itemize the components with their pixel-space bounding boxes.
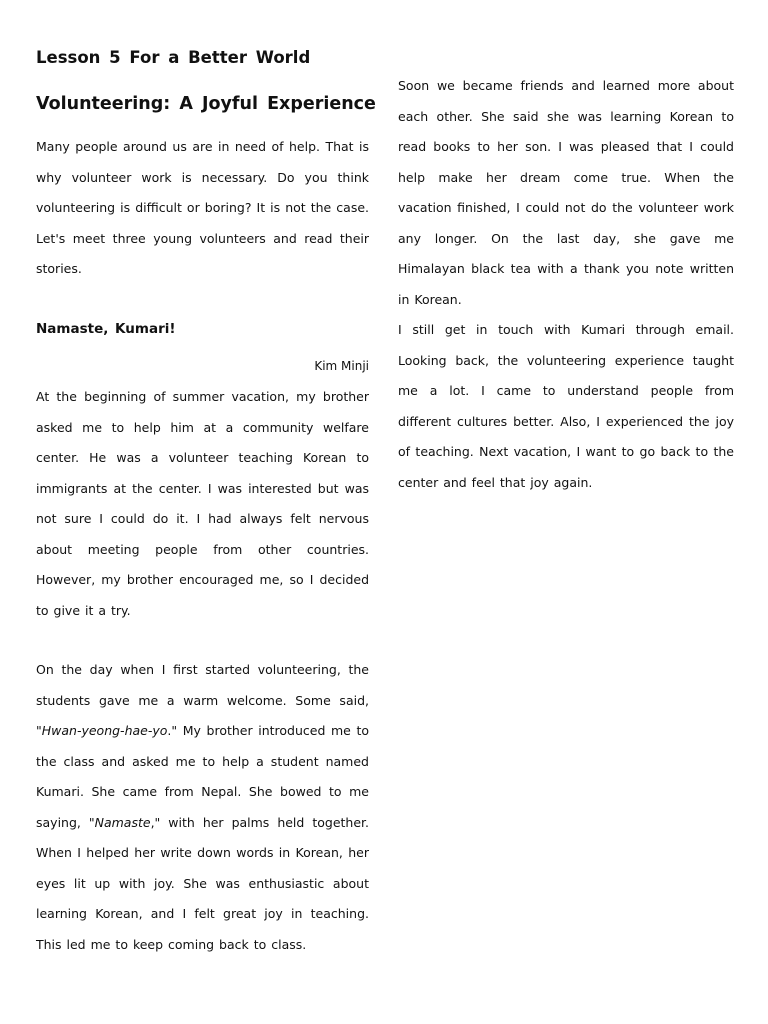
story-paragraph-3: Soon we became friends and learned more about each other. She said she was learning Korean to read books to her son. I was pleased that I could help make her dream come true. When the vacation finished, I could not do the volunteer work any longer. On the last day, she gave me Himalayan black tea with a thank you note written in Korean.: [398, 78, 734, 307]
article-title: Volunteering: A Joyful Experience: [36, 94, 376, 114]
lesson-title: Lesson 5 For a Better World: [36, 48, 311, 67]
story-paragraph-2: [36, 655, 369, 960]
story-paragraph-4: I still get in touch with Kumari through email. Looking back, the volunteering experience taught me a lot. I came to understand people from different cultures better. Also, I experienced the joy of teaching. Next vacation, I want to go back to the center and feel that joy again.: [398, 322, 734, 490]
story-heading: Namaste, Kumari!: [36, 321, 176, 337]
paragraph-2-text-b: ." My brother introduced me to the class and asked me to help a student named Kumari. She came from Nepal. She bowed to me saying, ": [36, 723, 369, 830]
korean-greeting: Hwan-yeong-hae-yo: [41, 723, 168, 738]
story-paragraph-1: At the beginning of summer vacation, my brother asked me to help him at a community welfare center. He was a volunteer teaching Korean to immigrants at the center. I was interested but was not sure I could do it. I had always felt nervous about meeting people from other countries. However, my brother encouraged me, so I decided to give it a try.: [36, 389, 369, 618]
intro-paragraph: Many people around us are in need of help. That is why volunteer work is necessary. Do you think volunteering is difficult or boring? It is not the case. Let's meet three young volunteers and read their stories.: [36, 139, 369, 276]
story-author: Kim Minji: [314, 359, 369, 373]
paragraph-2-text-c: ," with her palms held together. When I helped her write down words in Korean, her eyes lit up with joy. She was enthusiastic about learning Korean, and I felt great joy in teaching. This led me to keep coming back to class.: [36, 814, 369, 952]
nepali-greeting: Namaste: [94, 814, 151, 830]
paragraph-2-text-a: On the day when I first started volunteering, the students gave me a warm welcome. Some said, ": [36, 662, 369, 738]
